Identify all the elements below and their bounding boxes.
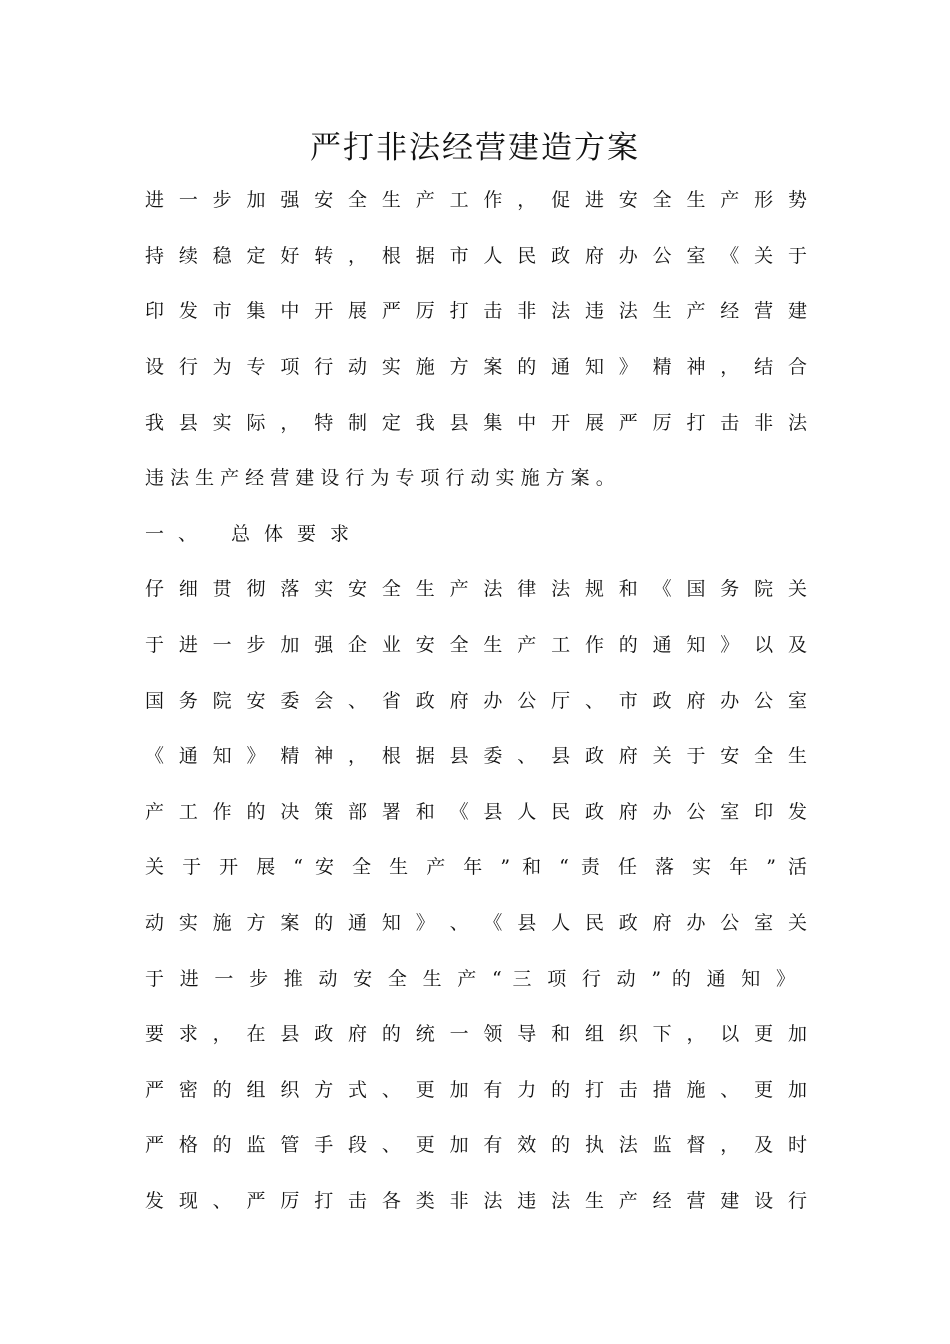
body-line: 违 法 生 产 经 营 建 设 行 为 专 项 行 动 实 施 方 案 。 <box>145 467 615 489</box>
body-line: 产 工 作 的 决 策 部 署 和 《 县 人 民 政 府 办 公 室 印 发 <box>145 801 807 823</box>
body-line: 印 发 市 集 中 开 展 严 厉 打 击 非 法 违 法 生 产 经 营 建 <box>145 300 807 322</box>
body-line: 于 进 一 步 推 动 安 全 生 产 “ 三 项 行 动 ” 的 通 知 》 <box>145 968 795 990</box>
body-line: 持 续 稳 定 好 转 ， 根 据 市 人 民 政 府 办 公 室 《 关 于 <box>145 245 807 267</box>
body-line: 《 通 知 》 精 神 ， 根 据 县 委 、 县 政 府 关 于 安 全 生 <box>145 745 807 767</box>
body-line: 严 格 的 监 管 手 段 、 更 加 有 效 的 执 法 监 督 ， 及 时 <box>145 1134 807 1156</box>
body-line: 关 于 开 展 “ 安 全 生 产 年 ” 和 “ 责 任 落 实 年 ” 活 <box>145 856 807 878</box>
document-title: 严打非法经营建造方案 <box>310 130 640 166</box>
body-line: 于 进 一 步 加 强 企 业 安 全 生 产 工 作 的 通 知 》 以 及 <box>145 634 807 656</box>
body-line: 我 县 实 际 ， 特 制 定 我 县 集 中 开 展 严 厉 打 击 非 法 <box>145 412 807 434</box>
body-line: 严 密 的 组 织 方 式 、 更 加 有 力 的 打 击 措 施 、 更 加 <box>145 1079 807 1101</box>
body-line: 进 一 步 加 强 安 全 生 产 工 作 ， 促 进 安 全 生 产 形 势 <box>145 189 807 211</box>
body-line: 设 行 为 专 项 行 动 实 施 方 案 的 通 知 》 精 神 ， 结 合 <box>145 356 807 378</box>
section-heading: 一、 总体要求 <box>145 523 364 545</box>
body-line: 仔 细 贯 彻 落 实 安 全 生 产 法 律 法 规 和 《 国 务 院 关 <box>145 578 807 600</box>
body-line: 要 求 ， 在 县 政 府 的 统 一 领 导 和 组 织 下 ， 以 更 加 <box>145 1023 807 1045</box>
body-line: 动 实 施 方 案 的 通 知 》 、 《 县 人 民 政 府 办 公 室 关 <box>145 912 807 934</box>
body-line: 国 务 院 安 委 会 、 省 政 府 办 公 厅 、 市 政 府 办 公 室 <box>145 690 807 712</box>
body-line: 发 现 、 严 厉 打 击 各 类 非 法 违 法 生 产 经 营 建 设 行 <box>145 1190 807 1212</box>
